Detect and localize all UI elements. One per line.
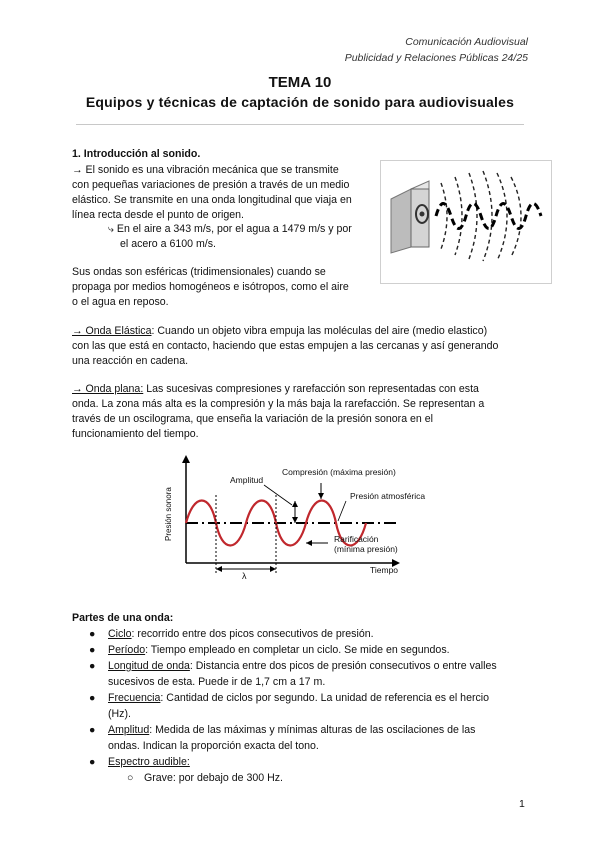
elastic-line-3: una reacción en cadena. <box>72 355 189 367</box>
compression-label: Compresión (máxima presión) <box>282 467 396 477</box>
list-item: ● Longitud de onda: Distancia entre dos picos de presión consecutivos o entre valles sucesivos de esta. Puede ir de 1,7 cm a 17 m. <box>89 660 497 688</box>
amplitude-label: Amplitud <box>230 475 264 485</box>
intro-line-4: línea recta desde el punto de origen. <box>72 209 244 221</box>
speed-line-1: ⤷ En el aire a 343 m/s, por el agua a 1479 m/s y por <box>108 223 352 235</box>
y-axis-label: Presión sonora <box>164 487 173 541</box>
plane-line-1: → Onda plana: Las sucesivas compresiones y rarefacción son representadas con esta <box>72 383 479 395</box>
rarefaction-label: Rarificación <box>334 534 379 544</box>
parts-heading: Partes de una onda: <box>72 612 174 624</box>
plane-line-4: funcionamiento del tiempo. <box>72 428 199 440</box>
list-item: ● Período: Tiempo empleado en completar un ciclo. Se mide en segundos. <box>89 644 450 656</box>
title-divider <box>76 124 524 125</box>
plane-line-3: través de un oscilograma, que enseña la variación de la presión sonora en el <box>72 413 433 425</box>
elastic-line-1: → Onda Elástica: Cuando un objeto vibra empuja las moléculas del aire (medio elastico) <box>72 325 488 337</box>
elastic-label: → Onda Elástica <box>72 325 152 337</box>
list-item: ● Frecuencia: Cantidad de ciclos por segundo. La unidad de referencia es el hercio (Hz). <box>89 692 490 720</box>
elastic-line-2: con las que está en contacto, haciendo que estas empujen a las cercanas y así generando <box>72 340 499 352</box>
parts-list <box>72 626 532 786</box>
wavelength-label: λ <box>242 571 247 581</box>
x-axis-label: Tiempo <box>370 565 399 575</box>
speaker-wave-image <box>380 160 552 284</box>
plane-line-2: onda. La zona más alta es la compresión y la más baja la rarefacción. Se representan a <box>72 398 485 410</box>
speaker-icon <box>391 181 429 253</box>
intro-line-2: con pequeñas variaciones de presión a través de un medio <box>72 179 350 191</box>
intro-line-1: → El sonido es una vibración mecánica que se transmite <box>72 164 339 176</box>
page-number: 1 <box>519 798 525 810</box>
list-item: ● Amplitud: Medida de las máximas y mínimas alturas de las oscilaciones de las ondas. Indican la proporción exacta del tono. <box>89 724 476 752</box>
spherical-line-1: Sus ondas son esféricas (tridimensionales) cuando se <box>72 266 326 278</box>
header-course: Comunicación Audiovisual <box>405 36 528 48</box>
page-subtitle: Equipos y técnicas de captación de sonido para audiovisuales <box>85 94 515 110</box>
spherical-line-2: propaga por medios homogéneos e isótropos, como el aire <box>72 281 349 293</box>
sub-list-item: ○ Grave: por debajo de 300 Hz. <box>127 772 283 784</box>
list-item: ● Ciclo: recorrido entre dos picos consecutivos de presión. <box>89 628 374 640</box>
intro-line-3: elástico. Se transmite en una onda longitudinal que viaja en <box>72 194 352 206</box>
list-item: ● Espectro audible: ○ Grave: por debajo de 300 Hz. <box>72 754 532 786</box>
page-title: TEMA 10 <box>268 74 332 91</box>
atmospheric-label: Presión atmosférica <box>350 491 426 501</box>
spherical-line-3: o el agua en reposo. <box>72 296 169 308</box>
speed-line-2: el acero a 6100 m/s. <box>120 238 216 250</box>
header-degree: Publicidad y Relaciones Públicas 24/25 <box>344 52 528 64</box>
rarefaction-sublabel: (mínima presión) <box>334 544 398 554</box>
oscillogram-diagram <box>164 455 426 583</box>
section-heading: 1. Introducción al sonido. <box>72 148 201 160</box>
plane-label: → Onda plana: <box>72 383 144 395</box>
